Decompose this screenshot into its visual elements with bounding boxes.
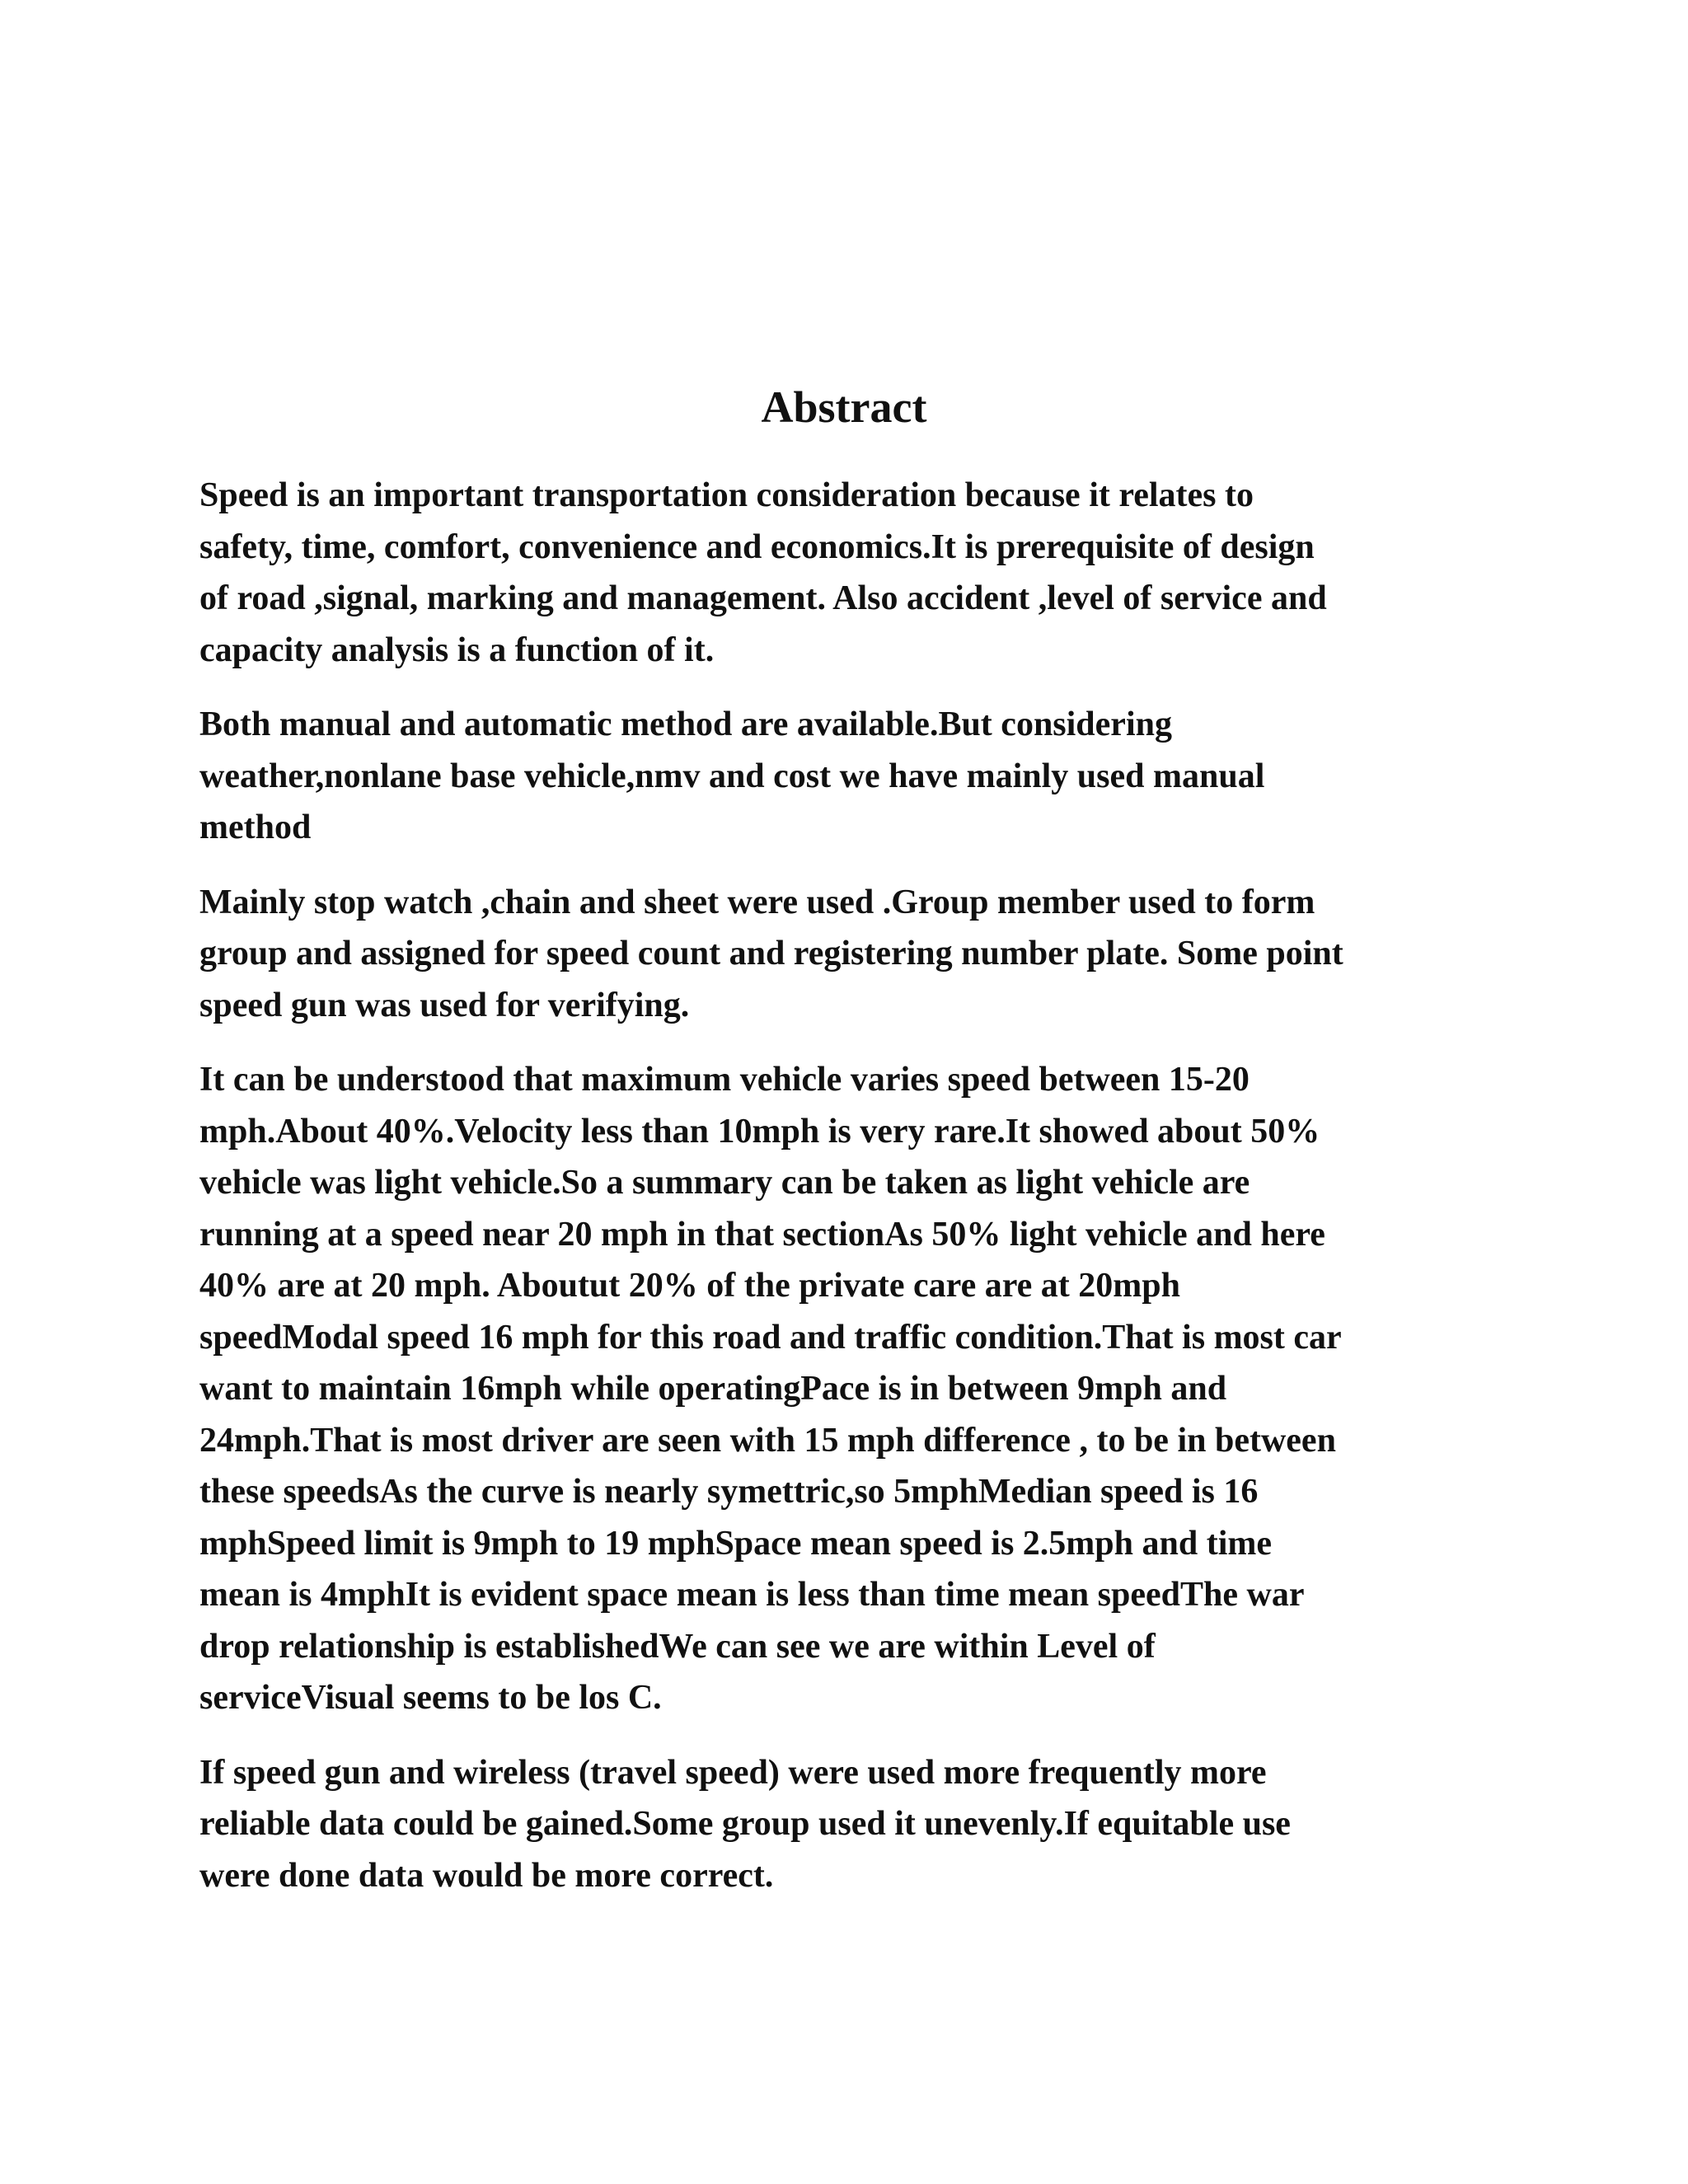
paragraph-2: Both manual and automatic method are available.But considering weather,nonlane base vehicle,nmv and cost we have mainly used manual method [199,705,1265,846]
paragraph-1: Speed is an important transportation consideration because it relates to safety, time, comfort, convenience and economics.It is prerequisite of design of road ,signal, marking and management. Also accident ,level of service and capacity analysis is a function of it. [199,476,1327,669]
paragraph-3: Mainly stop watch ,chain and sheet were used .Group member used to form group and assigned for speed count and registering number plate. Some point speed gun was used for verifying. [199,883,1343,1024]
paragraph-5: If speed gun and wireless (travel speed) were used more frequently more reliable data could be gained.Some group used it unevenly.If equitable use were done data would be more correct. [199,1753,1291,1895]
page-title: Abstract [761,382,927,432]
paragraph-4: It can be understood that maximum vehicle varies speed between 15-20 mph.About 40%.Velocity less than 10mph is very rare.It showed about 50% vehicle was light vehicle.So a summary can be taken as light vehicle are running at a speed near 20 mph in that sectionAs 50% light vehicle and here 40% are at 20 mph. Aboutut 20% of the private care are at 20mph speedModal speed 16 mph for this road and traffic condition.That is most car want to maintain 16mph while operatingPace is in between 9mph and 24mph.That is most driver are seen with 15 mph difference , to be in between these speedsAs the curve is nearly symettric,so 5mphMedian speed is 16 mphSpeed limit is 9mph to 19 mphSpace mean speed is 2.5mph and time mean is 4mphIt is evident space mean is less than time mean speedThe war drop relationship is establishedWe can see we are within Level of serviceVisual seems to be los C. [199,1061,1342,1717]
abstract-body [199,470,1485,1924]
